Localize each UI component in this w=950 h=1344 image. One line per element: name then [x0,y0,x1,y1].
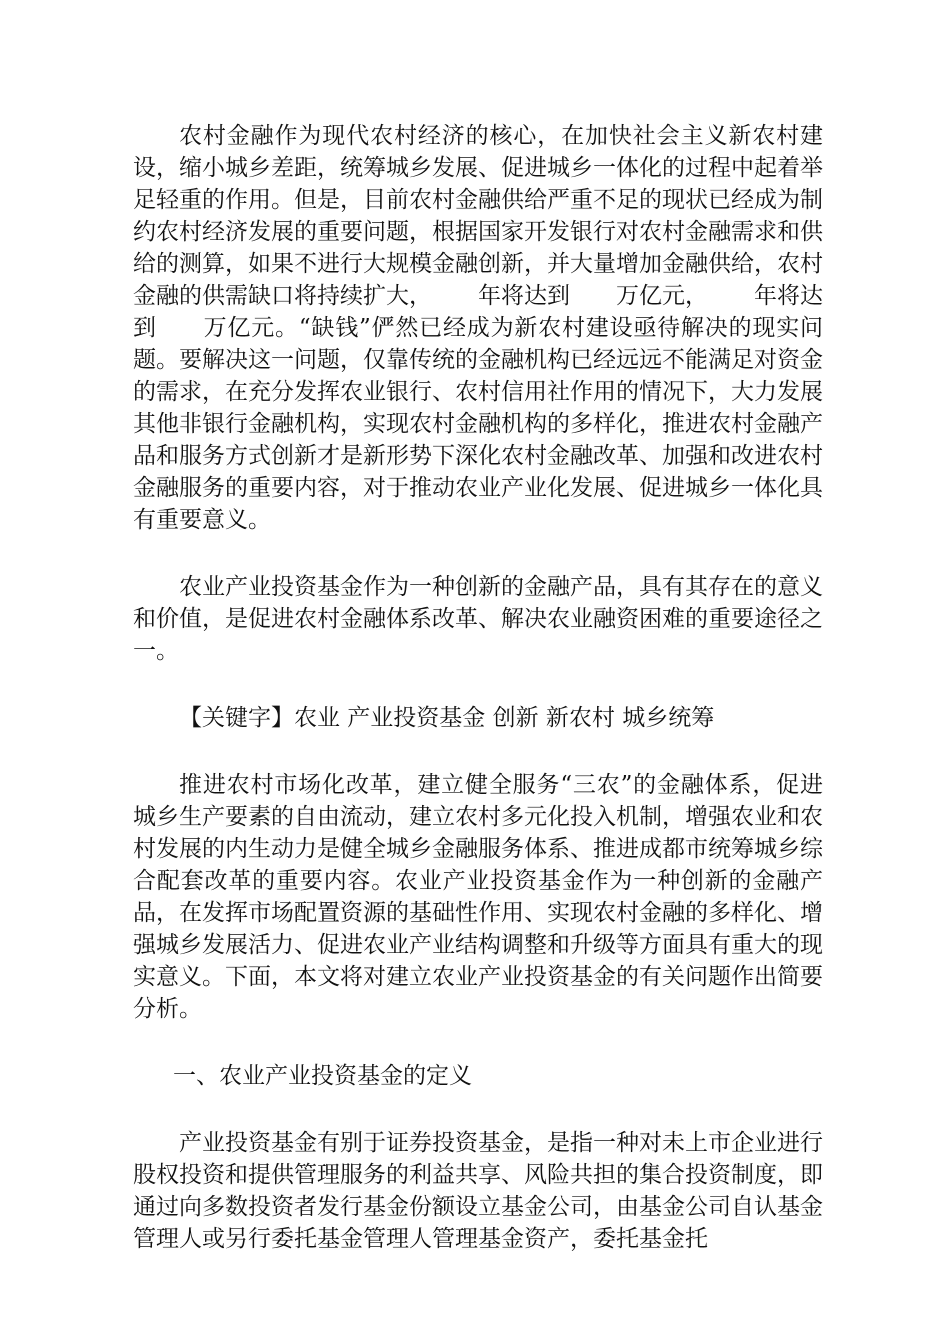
keywords-line: 【关键字】农业 产业投资基金 创新 新农村 城乡统筹 [179,705,715,731]
intro-text-3: 万亿元， [616,283,708,309]
document-page [133,120,823,1255]
intro-paragraph [133,120,823,536]
intro-text-2: 年将达到 [478,283,570,309]
definition-paragraph: 产业投资基金有别于证券投资基金，是指一种对未上市企业进行股权投资和提供管理服务的利益共享、风险共担的集合投资制度，即通过向多数投资者发行基金份额设立基金公司，由基金公司自认基金管理人或另行委托基金管理人管理基金资产，委托基金托 [133,1130,823,1252]
intro-text-1: 农村金融作为现代农村经济的核心，在加快社会主义新农村建设，缩小城乡差距，统筹城乡发展、促进城乡一体化的过程中起着举足轻重的作用。但是，目前农村金融供给严重不足的现状已经成为制约农村经济发展的重要问题，根据国家开发银行对农村金融需求和供给的测算，如果不进行大规模金融创新，并大量增加金融供给，农村金融的供需缺口将持续扩大， [133,123,823,309]
intro-text-4: 年将达到 [133,283,823,341]
section-heading: 一、农业产业投资基金的定义 [173,1063,472,1089]
value-paragraph: 农业产业投资基金作为一种创新的金融产品，具有其存在的意义和价值，是促进农村金融体系改革、解决农业融资困难的重要途径之一。 [133,574,823,664]
intro-text-5: 万亿元。“缺钱”俨然已经成为新农村建设亟待解决的现实问题。要解决这一问题，仅靠传统的金融机构已经远远不能满足对资金的需求，在充分发挥农业银行、农村信用社作用的情况下，大力发展其他非银行金融机构，实现农村金融机构的多样化，推进农村金融产品和服务方式创新才是新形势下深化农村金融改革、加强和改进农村金融服务的重要内容，对于推动农业产业化发展、促进城乡一体化具有重要意义。 [133,315,823,533]
context-paragraph: 推进农村市场化改革，建立健全服务“三农”的金融体系，促进城乡生产要素的自由流动，建立农村多元化投入机制，增强农业和农村发展的内生动力是健全城乡金融服务体系、推进成都市统筹城乡综合配套改革的重要内容。农业产业投资基金作为一种创新的金融产品，在发挥市场配置资源的基础性作用、实现农村金融的多样化、增强城乡发展活力、促进农业产业结构调整和升级等方面具有重大的现实意义。下面，本文将对建立农业产业投资基金的有关问题作出简要分析。 [133,772,823,1022]
